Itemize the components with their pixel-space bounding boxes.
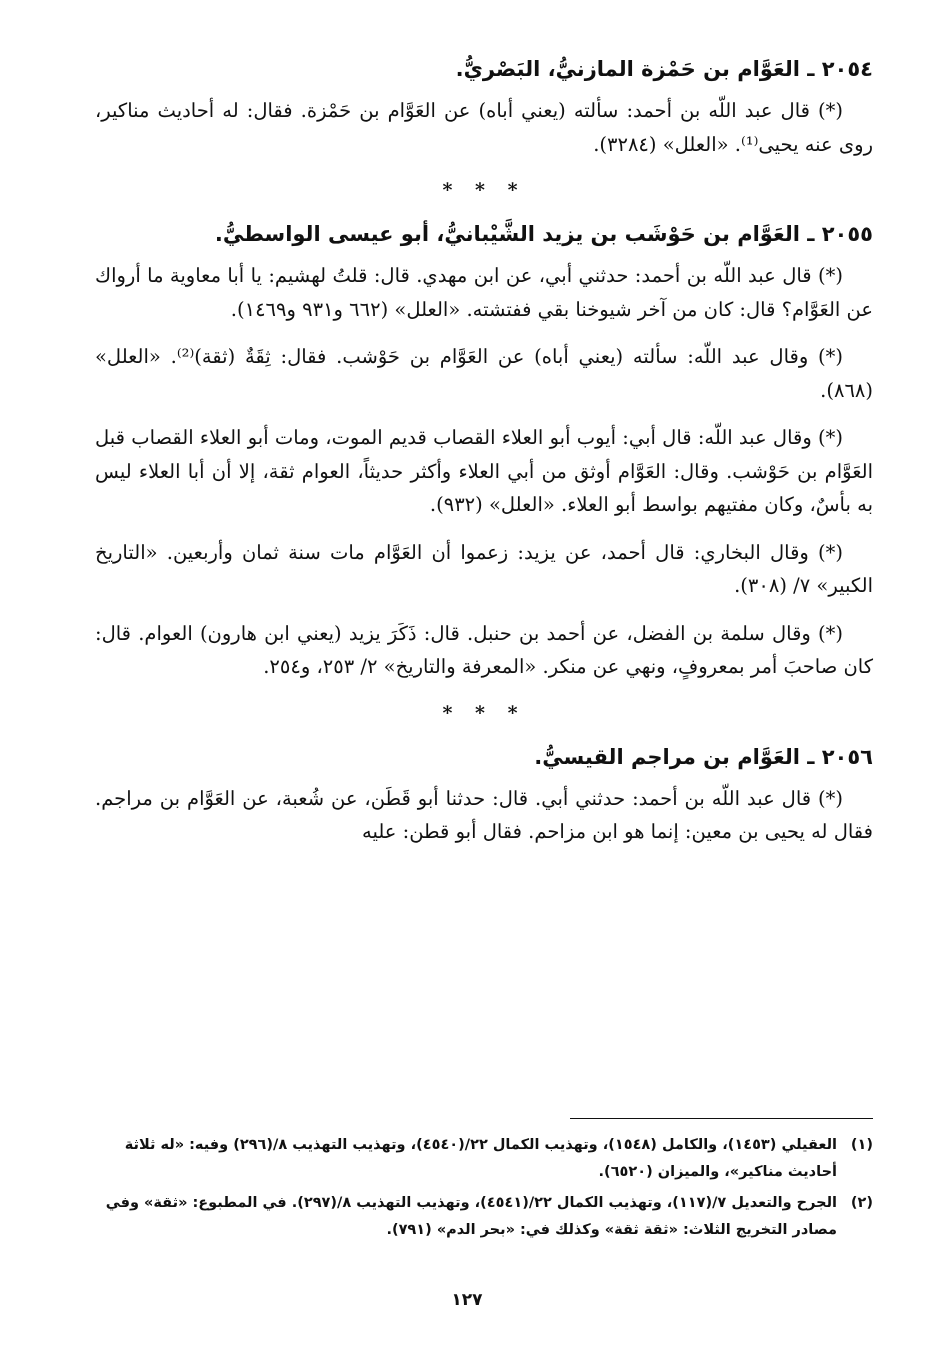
section-separator: * * * — [442, 179, 526, 201]
footnote-2 — [95, 1190, 873, 1244]
entry-2056-paragraph-1: (*) قال عبد اللّه بن أحمد: حدثني أبي. قال: حدثنا أبو قَطَن، عن شُعبة، عن العَوَّام بن مراجم. فقال له يحيى بن معين: إنما هو ابن مزاحم. فقال أبو قطن: عليه — [95, 786, 873, 843]
page-body — [95, 52, 873, 863]
footnote-text: العقيلي (١٤٥٣)، والكامل (١٥٤٨)، وتهذيب الكمال ٢٢/(٤٥٤٠)، وتهذيب التهذيب ٨/(٢٩٦) وفيه: «له ثلاثة أحاديث مناكير»، والميزان (٦٥٢٠). — [124, 1137, 837, 1180]
page-number: ١٢٧ — [451, 1290, 483, 1310]
entry-2054-paragraph-1: (*) قال عبد اللّه بن أحمد: سألته (يعني أباه) عن العَوَّام بن حَمْزة. فقال: له أحاديث مناكير، روى عنه يحيى⁽¹⁾. «العلل» (٣٢٨٤). — [95, 99, 873, 156]
footnote-rule — [570, 1118, 873, 1119]
entry-heading-2054: ٢٠٥٤ ـ العَوَّام بن حَمْزة المازنيُّ، البَصْريُّ. — [455, 57, 873, 81]
entry-2055-paragraph-2: (*) وقال عبد اللّه: سألته (يعني أباه) عن العَوَّام بن حَوْشب. فقال: ثِقَةٌ (ثقة)⁽²⁾. «العلل» (٨٦٨). — [95, 345, 873, 402]
footnote-1 — [95, 1132, 873, 1186]
entry-2055-paragraph-3: (*) وقال عبد اللّه: قال أبي: أيوب أبو العلاء القصاب قديم الموت، ومات أبو العلاء القصاب قبل العَوَّام بن حَوْشب. وقال: العَوَّام أوثق من أبي العلاء وأكثر حديثاً، العوام ثقة، إلا أن أبا العلاء ليس به بأسٌ، وكان مفتيهم بواسط أبو العلاء. «العلل» (٩٣٢). — [95, 426, 873, 516]
entry-2055-paragraph-1: (*) قال عبد اللّه بن أحمد: حدثني أبي، عن ابن مهدي. قال: قلتُ لهشيم: يا أبا معاوية ما أرواك عن العَوَّام؟ قال: كان من آخر شيوخنا بقي ففتشته. «العلل» (٦٦٢ و٩٣١ و١٤٦٩). — [95, 264, 873, 321]
footnote-number: (١) — [850, 1137, 873, 1153]
section-separator: * * * — [442, 701, 526, 724]
footnote-number: (٢) — [850, 1195, 873, 1211]
entry-2055-paragraph-4: (*) وقال البخاري: قال أحمد، عن يزيد: زعموا أن العَوَّام مات سنة ثمان وأربعين. «التاريخ الكبير» ٧/ (٣٠٨). — [95, 540, 873, 597]
footnote-text: الجرح والتعديل ٧/(١١٧)، وتهذيب الكمال ٢٢/(٤٥٤١)، وتهذيب التهذيب ٨/(٢٩٧). في المطبوع: «ثقة» وفي مصادر التخريج الثلاث: «ثقة ثقة» وكذلك في: «بحر الدم» (٧٩١). — [105, 1195, 837, 1238]
entry-heading-2055: ٢٠٥٥ ـ العَوَّام بن حَوْشَب بن يزيد الشَّيْبانيُّ، أبو عيسى الواسطيُّ. — [214, 222, 873, 246]
entry-heading-2056: ٢٠٥٦ ـ العَوَّام بن مراجم القيسيُّ. — [534, 744, 873, 769]
footnotes — [95, 1132, 873, 1248]
entry-2055-paragraph-5: (*) وقال سلمة بن الفضل، عن أحمد بن حنبل. قال: ذَكَرَ يزيد (يعني ابن هارون) العوام. قال: كان صاحبَ أمر بمعروفٍ، ونهي عن منكر. «المعرفة والتاريخ» ٢/ ٢٥٣، و٢٥٤. — [95, 621, 873, 678]
